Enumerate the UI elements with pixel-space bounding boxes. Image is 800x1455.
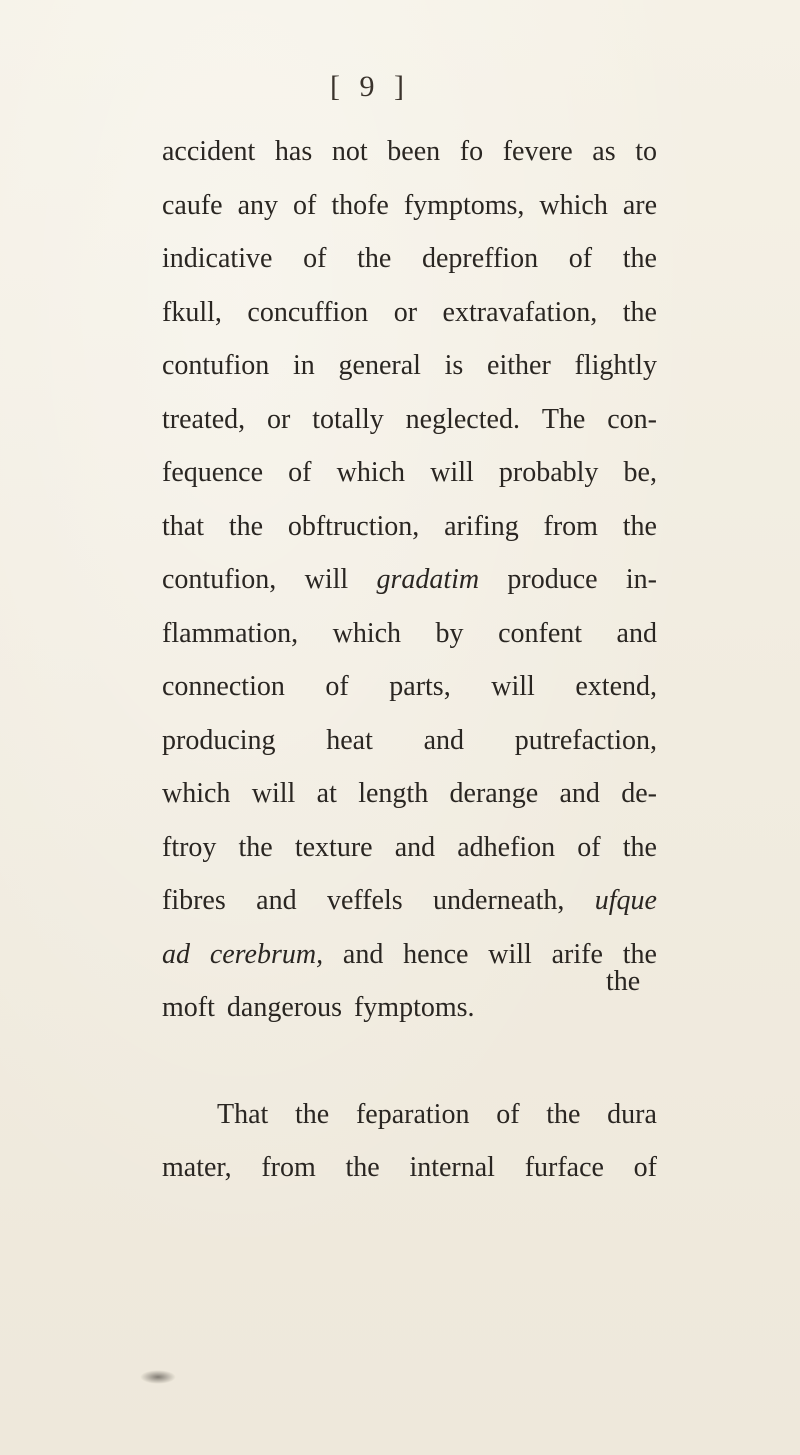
word: the: [228, 510, 264, 542]
word: and: [559, 778, 600, 809]
word: That: [217, 1098, 269, 1130]
word: which: [336, 457, 406, 488]
word: that: [162, 510, 204, 542]
word: the: [622, 510, 657, 542]
word: thofe: [331, 189, 389, 221]
word: derange: [449, 778, 539, 809]
word: concuffion: [247, 296, 369, 328]
word: contufion: [162, 350, 270, 381]
word: or: [393, 296, 418, 328]
word: and: [256, 885, 297, 916]
word: ftroy: [162, 831, 217, 863]
word: indicative: [162, 243, 273, 274]
word: of: [325, 671, 349, 702]
word: flammation,: [162, 617, 299, 649]
text-line: [162, 874, 657, 928]
word: contufion,: [162, 564, 277, 595]
word: the: [357, 243, 392, 274]
word: are: [622, 189, 657, 221]
word: which: [332, 617, 402, 649]
word: producing: [162, 724, 276, 756]
word: as: [592, 136, 616, 167]
word: of: [496, 1098, 520, 1130]
word: will: [251, 778, 296, 809]
word: which: [162, 778, 231, 809]
word: any: [237, 189, 279, 221]
text-line: [162, 500, 657, 554]
word: the: [622, 296, 657, 328]
word: arifing: [444, 510, 519, 542]
word: mater,: [162, 1152, 232, 1183]
word: cerebrum,: [209, 938, 324, 970]
page-number: [ 9 ]: [330, 70, 410, 103]
word: accident: [162, 136, 256, 167]
text-line: [162, 660, 657, 714]
text-line: [162, 1141, 657, 1195]
text-line: [162, 286, 657, 340]
word: obftruction,: [287, 510, 420, 542]
word: gradatim: [376, 564, 480, 595]
word: by: [435, 617, 464, 649]
word: treated,: [162, 403, 246, 435]
word: de-: [621, 778, 657, 809]
word: fkull,: [162, 296, 222, 328]
word: dura: [607, 1098, 657, 1130]
word: length: [358, 778, 429, 809]
text-line: [162, 339, 657, 393]
text-line: [162, 125, 657, 179]
word: fevere: [502, 136, 573, 167]
word: caufe: [162, 189, 223, 221]
word: is: [444, 350, 464, 381]
word: of: [293, 189, 317, 221]
word: not: [331, 136, 368, 167]
text-line: [162, 714, 657, 768]
word: will: [491, 671, 535, 702]
word: probably: [498, 457, 599, 488]
text-line: [162, 821, 657, 875]
word: the: [238, 831, 273, 863]
word: furface: [524, 1152, 604, 1183]
word: or: [267, 403, 291, 435]
body-text: [162, 125, 657, 1195]
word: and: [423, 724, 465, 756]
text-line: [162, 553, 657, 607]
word: hence: [403, 938, 469, 970]
word: at: [316, 778, 337, 809]
word: from: [261, 1152, 316, 1183]
text-line: [162, 981, 657, 1035]
word: fymptoms,: [403, 189, 525, 221]
text-line: [162, 393, 657, 447]
word: the: [622, 938, 657, 970]
word: fibres: [162, 885, 226, 916]
word: and: [394, 831, 436, 863]
word: adhefion: [457, 831, 556, 863]
text-line: [162, 607, 657, 661]
word: to: [635, 136, 657, 167]
word: will: [430, 457, 474, 488]
catchword: the: [606, 966, 641, 997]
word: texture: [294, 831, 373, 863]
word: neglected.: [405, 403, 520, 435]
word: of: [303, 243, 327, 274]
word: will: [304, 564, 349, 595]
word: putrefaction,: [514, 724, 657, 756]
word: heat: [326, 724, 373, 756]
word: in-: [625, 564, 657, 595]
word: fequence: [162, 457, 264, 488]
text-line: [162, 1088, 657, 1142]
text-line: [162, 446, 657, 500]
word: ufque: [594, 885, 657, 916]
word: which: [539, 189, 608, 221]
word: veffels: [326, 885, 403, 916]
word: flightly: [574, 350, 657, 381]
word: of: [633, 1152, 657, 1183]
word: in: [293, 350, 315, 381]
word: of: [568, 243, 593, 274]
word: underneath,: [433, 885, 565, 916]
word: been: [387, 136, 441, 167]
word: fo: [459, 136, 484, 167]
word: con-: [607, 403, 657, 435]
word: internal: [409, 1152, 495, 1183]
word: moft: [162, 992, 215, 1023]
word: of: [577, 831, 601, 863]
word: confent: [498, 617, 583, 649]
word: extend,: [575, 671, 657, 702]
text-line: [162, 928, 657, 982]
word: will: [488, 938, 532, 970]
text-line: [162, 179, 657, 233]
word: the: [622, 831, 657, 863]
word: general: [338, 350, 421, 381]
word: either: [487, 350, 551, 381]
text-line: [162, 767, 657, 821]
word: The: [541, 403, 586, 435]
word: parts,: [389, 671, 451, 702]
word: has: [274, 136, 313, 167]
word: the: [345, 1152, 380, 1183]
word: dangerous: [226, 992, 342, 1023]
word: fymptoms.: [353, 992, 475, 1023]
word: from: [543, 510, 598, 542]
word: of: [288, 457, 312, 488]
ink-smudge: [140, 1370, 176, 1384]
paragraph-1: [162, 125, 657, 1035]
word: and: [616, 617, 657, 649]
word: connection: [162, 671, 285, 702]
word: produce: [507, 564, 598, 595]
paragraph-2: [162, 1088, 657, 1195]
word: the: [622, 243, 657, 274]
word: extravafation,: [442, 296, 598, 328]
word: totally: [312, 403, 384, 435]
word: the: [295, 1098, 330, 1130]
word: and: [342, 938, 384, 970]
paragraph-gap: [162, 1035, 657, 1088]
text-line: [162, 232, 657, 286]
word: feparation: [355, 1098, 470, 1130]
word: ad: [162, 938, 190, 970]
word: be,: [623, 457, 657, 488]
word: the: [546, 1098, 581, 1130]
word: depreffion: [421, 243, 539, 274]
word: arife: [551, 938, 603, 970]
